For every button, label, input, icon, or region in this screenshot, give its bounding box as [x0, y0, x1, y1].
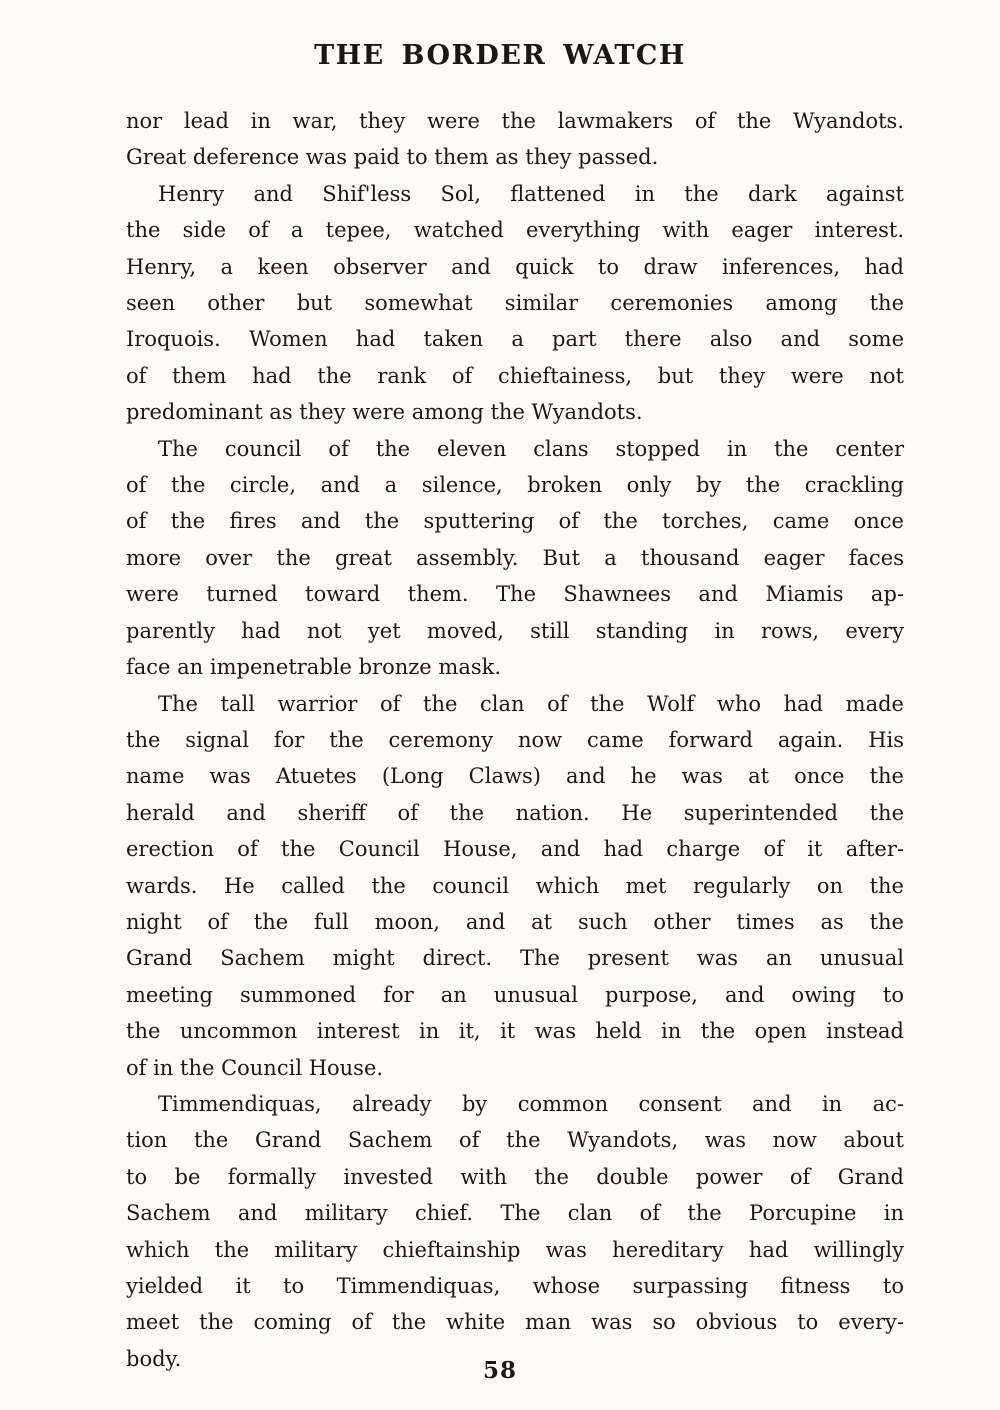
- text-line: of the circle, and a silence, broken only by the crackling: [126, 473, 904, 498]
- text-line: nor lead in war, they were the lawmakers of the Wyandots.: [126, 109, 904, 133]
- text-line: Henry, a keen observer and quick to draw inferences, had: [126, 254, 904, 279]
- page-number: 58: [482, 1357, 517, 1384]
- paragraph: [126, 686, 904, 1086]
- text-line: night of the full moon, and at such other times as the: [126, 909, 904, 934]
- text-line: face an impenetrable bronze mask.: [126, 655, 502, 680]
- paragraph: [126, 176, 904, 431]
- paragraph: [126, 103, 904, 176]
- text-line: meet the coming of the white man was so obvious to every-: [126, 1310, 904, 1335]
- text-line: parently had not yet moved, still standing in rows, every: [126, 618, 904, 643]
- text-line: Grand Sachem might direct. The present was an unusual: [126, 946, 904, 971]
- text-line: were turned toward them. The Shawnees and Miamis ap-: [126, 582, 904, 607]
- paragraph: [126, 1086, 904, 1377]
- page-header: THE BORDER WATCH: [314, 40, 686, 71]
- text-block: [126, 103, 904, 1377]
- paragraph: [126, 431, 904, 686]
- text-line: The tall warrior of the clan of the Wolf who had made: [158, 691, 904, 716]
- text-line: the uncommon interest in it, it was held in the open instead: [126, 1019, 904, 1044]
- text-line: The council of the eleven clans stopped in the center: [158, 436, 904, 461]
- text-line: seen other but somewhat similar ceremonies among the: [126, 291, 904, 316]
- text-line: wards. He called the council which met regularly on the: [126, 873, 904, 898]
- text-line: erection of the Council House, and had charge of it after-: [126, 837, 904, 862]
- text-line: the side of a tepee, watched everything with eager interest.: [126, 218, 904, 243]
- text-line: body.: [126, 1346, 182, 1371]
- text-line: Henry and Shif'less Sol, flattened in the dark against: [158, 181, 904, 206]
- text-line: which the military chieftainship was hereditary had willingly: [126, 1237, 904, 1262]
- text-line: the signal for the ceremony now came forward again. His: [126, 727, 904, 752]
- text-line: meeting summoned for an unusual purpose, and owing to: [126, 982, 904, 1007]
- text-line: of them had the rank of chieftainess, but they were not: [126, 363, 904, 388]
- text-line: Sachem and military chief. The clan of the Porcupine in: [126, 1201, 904, 1226]
- text-line: Timmendiquas, already by common consent and in ac-: [158, 1091, 904, 1116]
- text-line: more over the great assembly. But a thousand eager faces: [126, 545, 904, 570]
- text-line: of the fires and the sputtering of the torches, came once: [126, 509, 904, 534]
- text-line: name was Atuetes (Long Claws) and he was at once the: [126, 764, 904, 789]
- text-line: yielded it to Timmendiquas, whose surpassing fitness to: [126, 1274, 904, 1298]
- text-line: Iroquois. Women had taken a part there also and some: [126, 327, 904, 352]
- text-line: of in the Council House.: [126, 1055, 384, 1080]
- text-line: Great deference was paid to them as they passed.: [126, 145, 659, 170]
- text-line: tion the Grand Sachem of the Wyandots, was now about: [126, 1128, 904, 1153]
- text-line: herald and sheriff of the nation. He superintended the: [126, 800, 904, 825]
- text-line: to be formally invested with the double power of Grand: [126, 1164, 904, 1189]
- text-line: predominant as they were among the Wyandots.: [126, 400, 643, 425]
